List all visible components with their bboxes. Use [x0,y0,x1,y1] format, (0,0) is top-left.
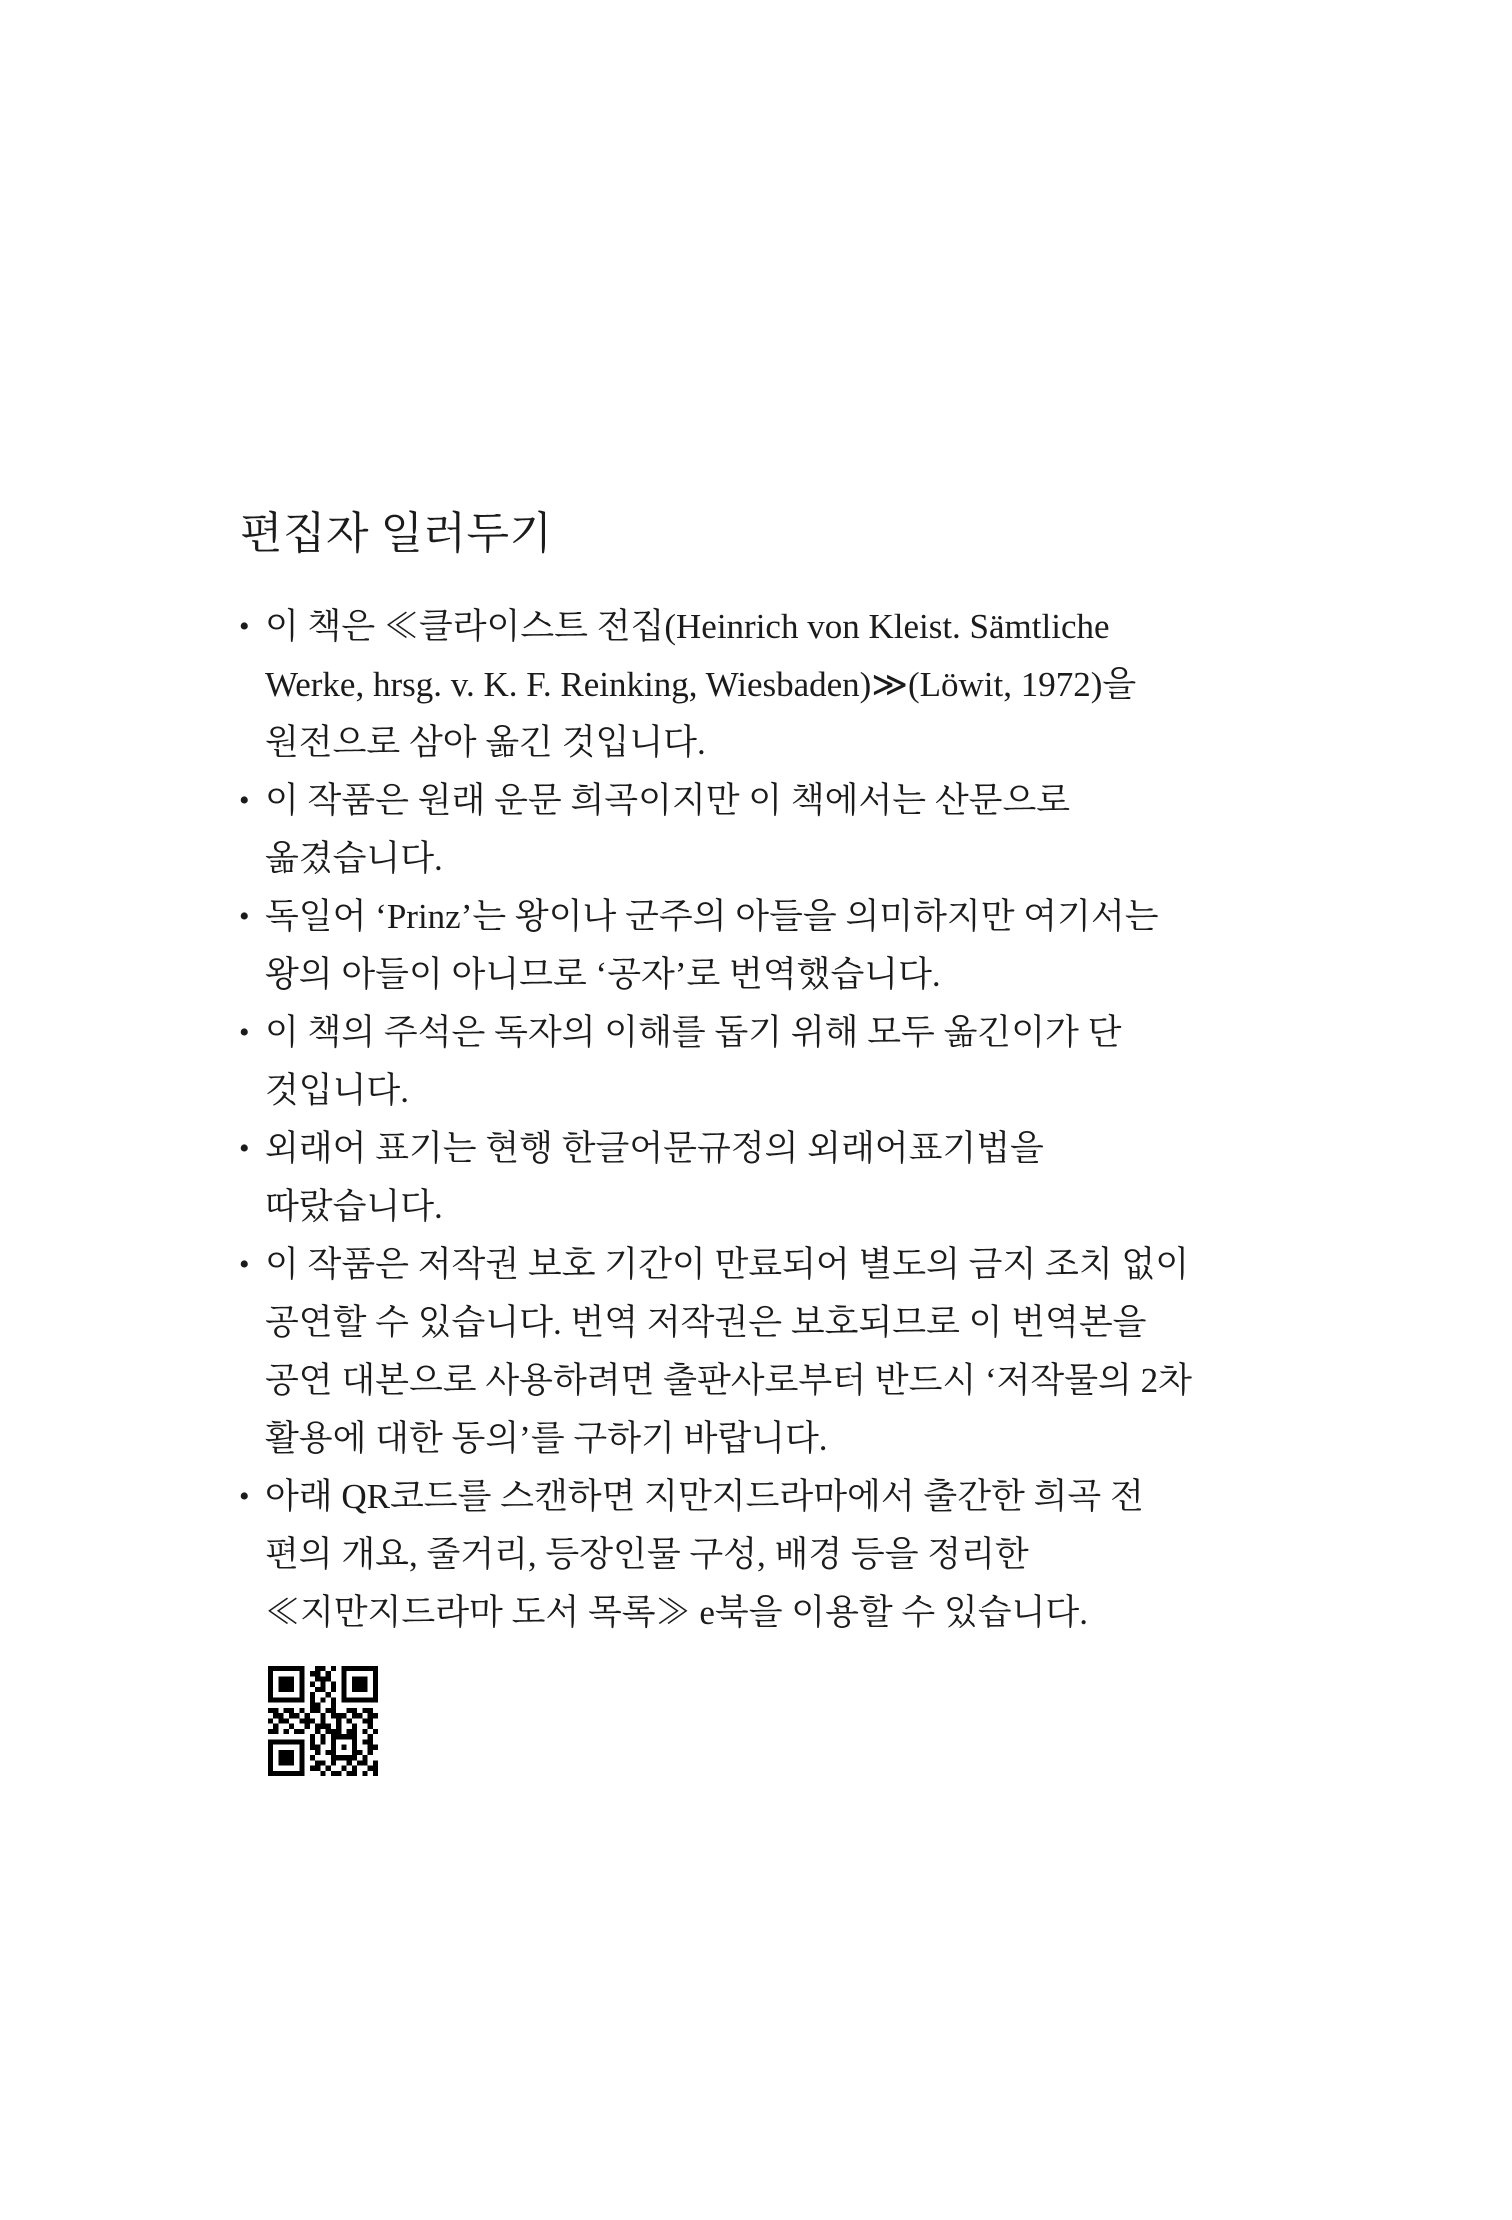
page-title: 편집자 일러두기 [240,509,553,558]
notice-line: • 이 책은 ≪클라이스트 전집(Heinrich von Kleist. Sämtliche [239,598,1192,656]
bullet-dot-icon: • [239,1480,250,1513]
notice-item [239,1468,1192,1642]
bullet-dot-icon: • [239,784,250,817]
notice-line: 원전으로 삼아 옮긴 것입니다. [265,723,706,762]
bullet-dot-icon: • [239,1132,250,1165]
bullet-dot-icon: • [239,1016,250,1049]
bullet-dot-icon: • [239,610,250,643]
notice-line: • 독일어 ‘Prinz’는 왕이나 군주의 아들을 의미하지만 여기서는 [239,888,1192,946]
notice-line: 활용에 대한 동의’를 구하기 바랍니다. [265,1419,828,1458]
notice-item [239,598,1192,772]
notice-line: 옮겼습니다. [265,839,443,878]
notice-line: • 아래 QR코드를 스캔하면 지만지드라마에서 출간한 희곡 전 [239,1468,1192,1526]
notice-line: • 이 책의 주석은 독자의 이해를 돕기 위해 모두 옮긴이가 단 [239,1004,1192,1062]
notice-line: • 이 작품은 원래 운문 희곡이지만 이 책에서는 산문으로 [239,772,1192,830]
notice-line: 공연 대본으로 사용하려면 출판사로부터 반드시 ‘저작물의 2차 [265,1361,1192,1400]
notice-line: • 이 작품은 저작권 보호 기간이 만료되어 별도의 금지 조치 없이 [239,1236,1192,1294]
notice-line: 것입니다. [265,1071,409,1110]
notice-line: Werke, hrsg. v. K. F. Reinking, Wiesbaden)≫(Löwit, 1972)을 [265,665,1137,704]
notice-item [239,1120,1192,1236]
notice-line: 따랐습니다. [265,1187,443,1226]
notice-line: 공연할 수 있습니다. 번역 저작권은 보호되므로 이 번역본을 [265,1303,1147,1342]
notice-list [239,598,1192,1642]
notice-item [239,1236,1192,1468]
notice-item [239,888,1192,1004]
notice-item [239,1004,1192,1120]
qr-code [268,1666,378,1776]
bullet-dot-icon: • [239,1248,250,1281]
notice-line: 왕의 아들이 아니므로 ‘공자’로 번역했습니다. [265,955,941,994]
notice-line: 편의 개요, 줄거리, 등장인물 구성, 배경 등을 정리한 [265,1535,1029,1574]
bullet-dot-icon: • [239,900,250,933]
notice-line: • 외래어 표기는 현행 한글어문규정의 외래어표기법을 [239,1120,1192,1178]
notice-item [239,772,1192,888]
notice-line: ≪지만지드라마 도서 목록≫ e북을 이용할 수 있습니다. [265,1593,1088,1632]
